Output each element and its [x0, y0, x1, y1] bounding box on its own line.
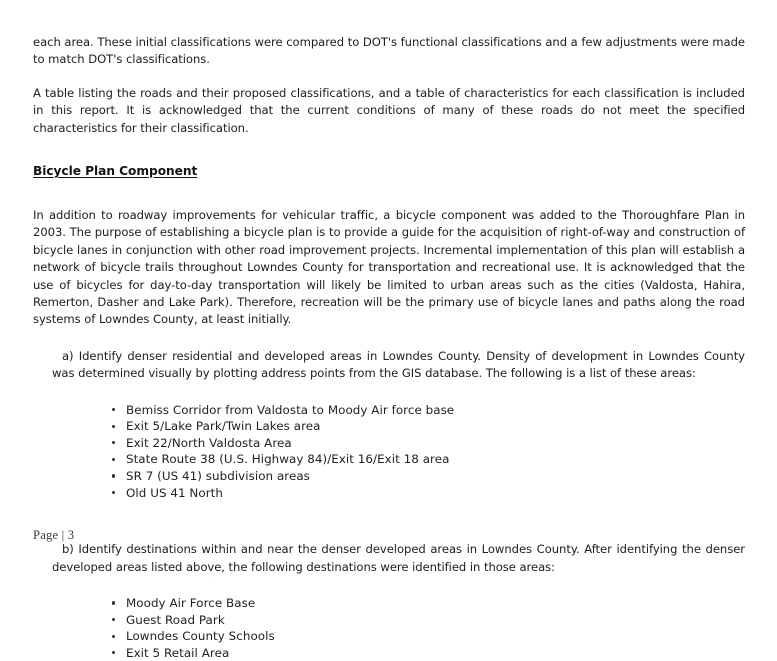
paragraph-continuation-classifications: each area. These initial classifications were compared to DOT's functional classifications and a few adjustments were made to match DOT's classifications. [33, 35, 745, 67]
scan-artifact-mark: . [213, 573, 216, 583]
paragraph-bicycle-component-overview: In addition to roadway improvements for vehicular traffic, a bicycle component was added to the Thoroughfare Plan in 2003. The purpose of establishing a bicycle plan is to provide a guide for the acquisition of right-of-way and construction of bicycle lanes in conjunction with other road improvement projects. Incremental implementation of this plan will establish a network of bicycle trails throughout Lowndes County for transportation and recreational use. It is acknowledged that the use of bicycles for day-to-day transportation will likely be limited to urban areas such as the cities (Valdosta, Hahira, Remerton, Dasher and Lake Park). Therefore, recreation will be the primary use of bicycle lanes and paths along the road systems of Lowndes County, at least initially. [33, 208, 745, 327]
list-item-label: Old US 41 North [126, 485, 223, 500]
list-item [33, 451, 745, 468]
bullet-point-icon [112, 474, 115, 477]
bullet-point-icon [112, 491, 115, 494]
list-item [33, 402, 745, 419]
list-item-label: State Route 38 (U.S. Highway 84)/Exit 16/Exit 18 area [126, 452, 450, 467]
spacer-after-heading [33, 180, 745, 207]
list-item-label: Lowndes County Schools [126, 629, 275, 644]
bullet-point-icon [112, 601, 115, 604]
bullet-point-icon [112, 425, 115, 428]
list-item-label: Exit 22/North Valdosta Area [126, 435, 292, 450]
spacer-before-item-b-extra [33, 528, 745, 541]
bullet-point-icon [112, 651, 115, 654]
spacer-before-list-b [33, 573, 745, 595]
list-destinations [33, 595, 745, 661]
list-item [33, 485, 745, 502]
list-item-label: Exit 5 Retail Area [126, 645, 230, 660]
list-item [33, 595, 745, 612]
page-number-footer: Page | 3 [33, 528, 75, 542]
list-item [33, 435, 745, 452]
spacer-before-list-a [33, 383, 745, 402]
heading-bicycle-plan-component: Bicycle Plan Component [33, 164, 198, 179]
list-item-label: Moody Air Force Base [126, 596, 256, 611]
list-item [33, 612, 745, 629]
bullet-point-icon [112, 458, 115, 461]
spacer-before-item-b [33, 501, 745, 528]
list-item [33, 628, 745, 645]
spacer-before-item-a [33, 329, 745, 348]
bullet-point-icon [112, 441, 115, 444]
document-text-column [33, 34, 745, 661]
list-item [33, 645, 745, 661]
bullet-point-icon [112, 618, 115, 621]
spacer-before-heading [33, 153, 745, 162]
subparagraph-a-identify-denser-areas: a) Identify denser residential and developed areas in Lowndes County. Density of development in Lowndes County was determined visually by plotting address points from the GIS database. The following is a list of these areas: [52, 348, 745, 381]
list-item [33, 418, 745, 435]
list-item-label: Exit 5/Lake Park/Twin Lakes area [126, 419, 321, 434]
bullet-point-icon [112, 635, 115, 638]
list-item [33, 468, 745, 485]
subparagraph-b-identify-destinations: b) Identify destinations within and near the denser developed areas in Lowndes County. After identifying the denser developed areas listed above, the following destinations were identified in those areas: [52, 542, 745, 574]
list-item-label: SR 7 (US 41) subdivision areas [126, 469, 310, 484]
list-item-label: Bemiss Corridor from Valdosta to Moody Air force base [126, 402, 455, 417]
list-item-label: Guest Road Park [126, 612, 225, 627]
list-denser-developed-areas [33, 402, 745, 502]
paragraph-table-listing-roads: A table listing the roads and their proposed classifications, and a table of characteristics for each classification is included in this report. It is acknowledged that the current conditions of many of these roads do not meet the specified characteristics for their classification. [33, 85, 745, 135]
bullet-point-icon [112, 408, 115, 411]
